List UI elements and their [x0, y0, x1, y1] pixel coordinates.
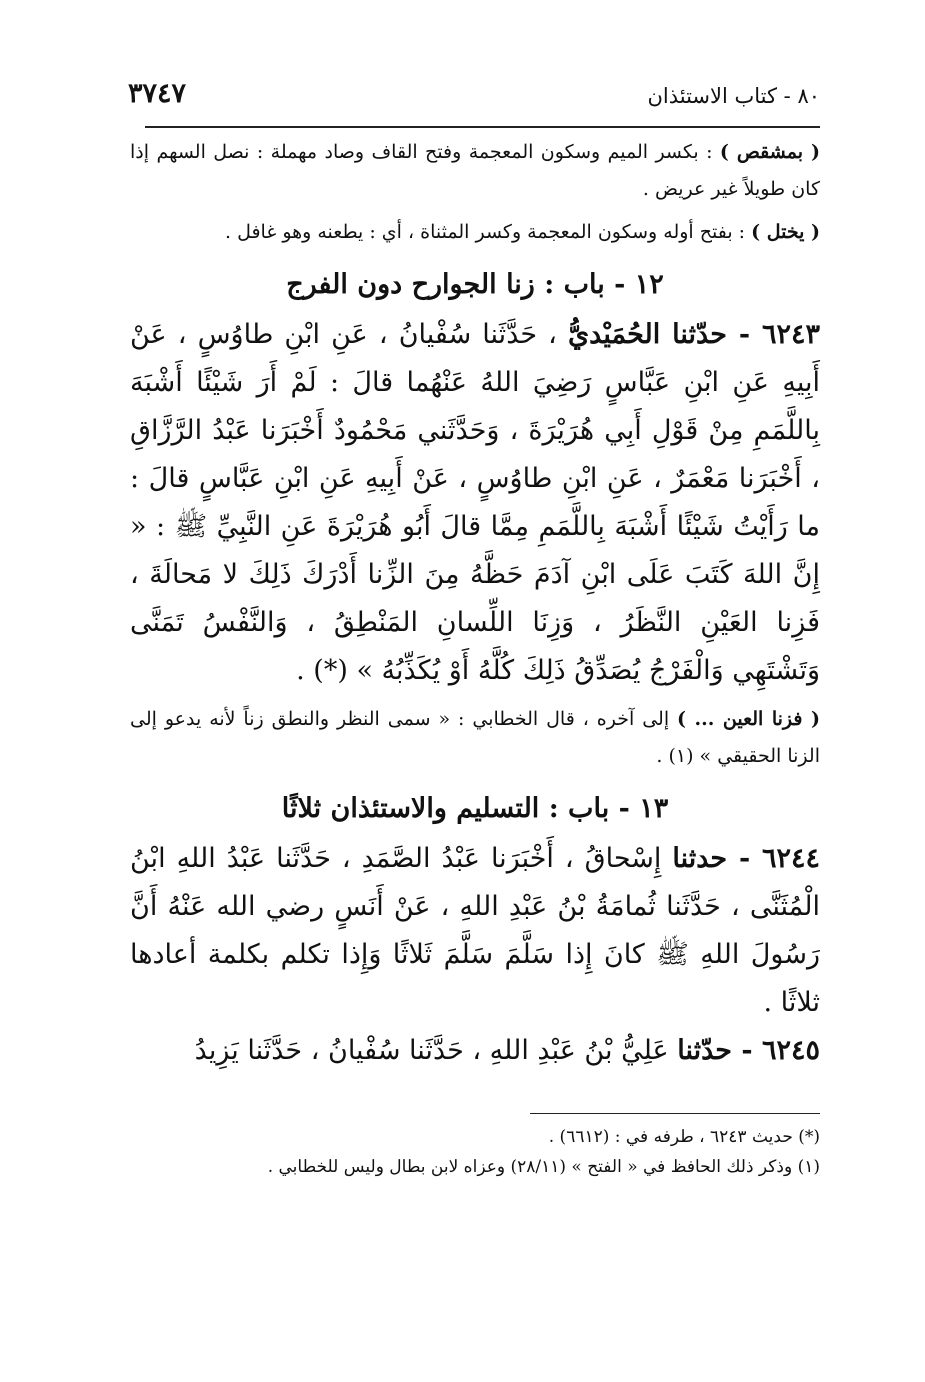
- note-text: : بكسر الميم وسكون المعجمة وفتح القاف وصاد مهملة : نصل السهم إذا كان طويلاً غير عريض .: [130, 141, 820, 200]
- chapter-heading-13: ١٣ - باب : التسليم والاستئذان ثلاثًا: [281, 793, 669, 824]
- note-mishqas: [130, 134, 820, 208]
- running-title: ٨٠ - كتاب الاستئذان: [647, 84, 820, 108]
- note-term: ( فزنا العين ... ): [677, 708, 820, 730]
- book-page: [130, 78, 820, 1182]
- hadith-6245: [130, 1027, 820, 1075]
- page-number: ٣٧٤٧: [128, 78, 187, 109]
- note-text: إلى آخره ، قال الخطابي : « سمى النظر والنطق زناً لأنه يدعو إلى الزنا الحقيقي » (١) .: [130, 708, 820, 767]
- hadith-lead: - حدّثنا: [677, 1035, 762, 1066]
- hadith-number: ٦٢٤٥: [761, 1035, 820, 1066]
- hadith-lead: - حدّثنا الحُمَيْديُّ: [568, 319, 762, 350]
- hadith-text: ، حَدَّثَنا سُفْيانُ ، عَنِ ابْنِ طاوُسٍ ، عَنْ أَبِيهِ عَنِ ابْنِ عَبَّاسٍ رَضِيَ اللهُ عَنْهُما قالَ : لَمْ أَرَ شَيْئًا أَشْبَهَ بِاللَّمَمِ مِنْ قَوْلِ أَبِي هُرَيْرَةَ ، وَحَدَّثَني مَحْمُودٌ أَخْبَرَنا عَبْدُ الرَّزَّاقِ ، أَخْبَرَنا مَعْمَرٌ ، عَنِ ابْنِ طاوُسٍ ، عَنْ أَبِيهِ عَنِ ابْنِ عَبَّاسٍ قالَ : ما رَأَيْتُ شَيْئًا أَشْبَهَ بِاللَّمَمِ مِمَّا قالَ أَبُو هُرَيْرَةَ عَنِ النَّبِيِّ ﷺ : « إِنَّ اللهَ كَتَبَ عَلَى ابْنِ آدَمَ حَظَّهُ مِنَ الزِّنا أَدْرَكَ ذَلِكَ لا مَحالَةَ ، فَزِنا العَيْنِ النَّظَرُ ، وَزِنَا اللِّسانِ المَنْطِقُ ، وَالنَّفْسُ تَمَنَّى وَتَشْتَهِي وَالْفَرْجُ يُصَدِّقُ ذَلِكَ كُلَّهُ أَوْ يُكَذِّبُهُ » (*) .: [130, 319, 820, 686]
- note-yakhtil: [130, 214, 820, 251]
- hadith-number: ٦٢٤٤: [761, 843, 820, 874]
- hadith-6243: [130, 311, 820, 695]
- hadith-text: إِسْحاقُ ، أَخْبَرَنا عَبْدُ الصَّمَدِ ، حَدَّثَنا عَبْدُ اللهِ ابْنُ الْمُثَنَّى ، حَدَّثَنا ثُمامَةُ بْنُ عَبْدِ اللهِ ، عَنْ أَنَسٍ رضي الله عَنْهُ أَنَّ رَسُولَ اللهِ ﷺ كانَ إِذا سَلَّمَ سَلَّمَ ثَلاثًا وَإِذا تكلم بكلمة أعادها ثلاثًا .: [130, 843, 820, 1018]
- footnote-rule: [530, 1113, 820, 1114]
- footnote-star: (*) حديث ٦٢٤٣ ، طرفه في : (٦٦١٢) .: [548, 1127, 820, 1147]
- note-fazina: [130, 701, 820, 775]
- hadith-text: عَلِيُّ بْنُ عَبْدِ اللهِ ، حَدَّثَنا سُفْيانُ ، حَدَّثَنا يَزِيدُ: [194, 1035, 678, 1066]
- chapter-heading-12: ١٢ - باب : زنا الجوارح دون الفرج: [286, 269, 664, 300]
- note-term: ( بمشقص ): [719, 141, 820, 163]
- note-term: ( يختل ): [751, 221, 820, 243]
- hadith-6244: [130, 835, 820, 1027]
- footnote-1: (١) وذكر ذلك الحافظ في « الفتح » (٢٨/١١) وعزاه لابن بطال وليس للخطابي .: [267, 1157, 820, 1177]
- page-header: [130, 78, 820, 118]
- hadith-lead: - حدثنا: [672, 843, 762, 874]
- hadith-number: ٦٢٤٣: [761, 319, 820, 350]
- note-text: : بفتح أوله وسكون المعجمة وكسر المثناة ، أي : يطعنه وهو غافل .: [225, 221, 752, 243]
- header-rule: [145, 126, 820, 128]
